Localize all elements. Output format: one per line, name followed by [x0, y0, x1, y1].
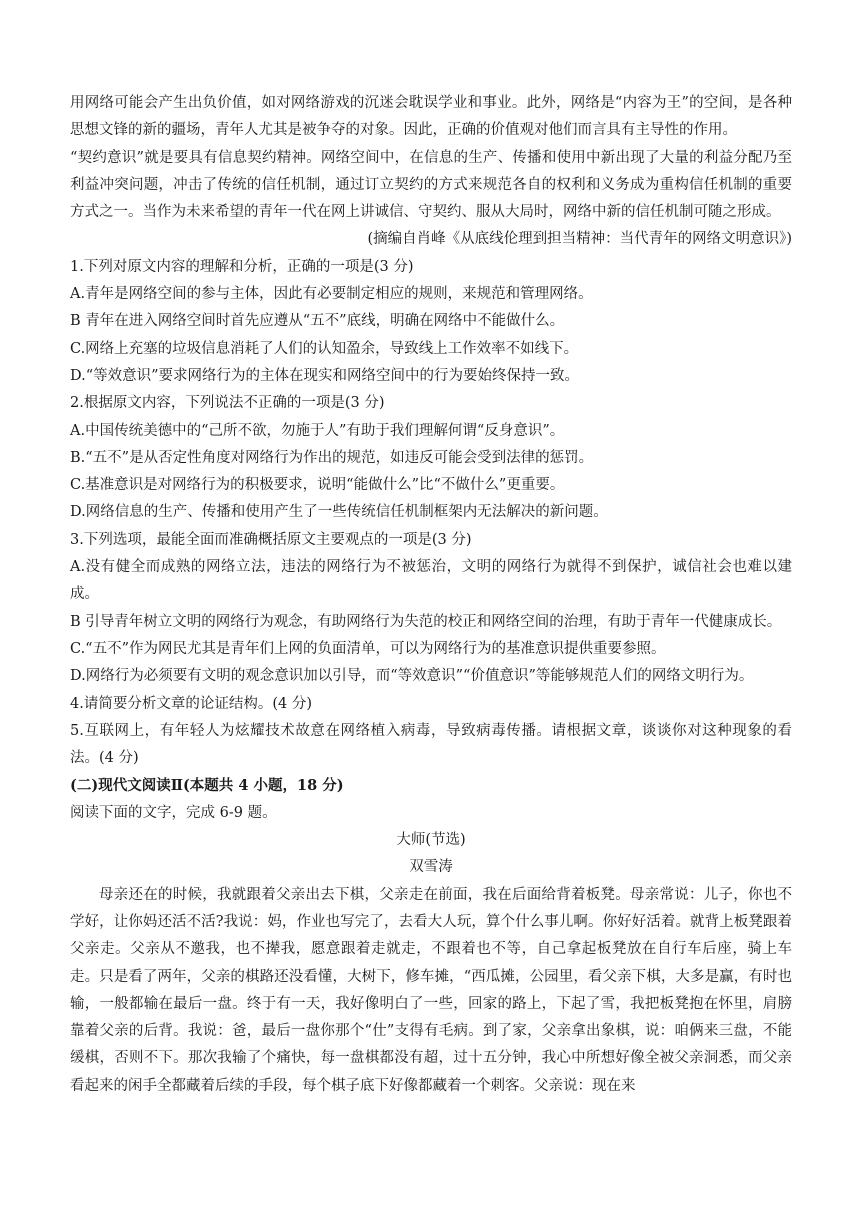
question-option: C.“五不”作为网民尤其是青年们上网的负面清单，可以为网络行为的基准意识提供重要参照。	[70, 640, 666, 657]
question-stem: 1.下列对原文内容的理解和分析，正确的一项是(3 分)	[70, 258, 414, 275]
question-stem: 5.互联网上，有年轻人为炫耀技术故意在网络植入病毒，导致病毒传播。请根据文章，谈谈你对这种现象的看法。(4 分)	[70, 722, 792, 767]
question-option: D.网络行为必须要有文明的观念意识加以引导，而“等效意识”“价值意识”等能够规范人们的网络文明行为。	[70, 668, 754, 685]
question-option: D.“等效意识”要求网络行为的主体在现实和网络空间中的行为要始终保持一致。	[70, 367, 580, 384]
question-option: B 青年在进入网络空间时首先应遵从“五不”底线，明确在网络中不能做什么。	[70, 313, 565, 330]
question-stem: 4.请简要分析文章的论证结构。(4 分)	[70, 695, 312, 712]
story-title: 大师(节选)	[396, 832, 466, 849]
question-option: C.网络上充塞的垃圾信息消耗了人们的认知盈余，导致线上工作效率不如线下。	[70, 340, 579, 357]
passage-paragraph: “契约意识”就是要具有信息契约精神。网络空间中，在信息的生产、传播和使用中新出现了大量的利益分配乃至利益冲突问题，冲击了传统的信任机制，通过订立契约的方式来规范各自的权利和义务成为重构信任机制的重要方式之一。当作为未来希望的青年一代在网上讲诚信、守契约、服从大局时，网络中新的信任机制可随之形成。	[70, 149, 792, 221]
passage-source: (摘编自肖峰《从底线伦理到担当精神：当代青年的网络文明意识》)	[367, 231, 792, 248]
story-paragraph: 母亲还在的时候，我就跟着父亲出去下棋，父亲走在前面，我在后面给背着板凳。母亲常说：儿子，你也不学好，让你妈还活不活?我说：妈，作业也写完了，去看大人玩，算个什么事儿啊。你好好活着。就背上板凳跟着父亲走。父亲从不邀我，也不撵我，愿意跟着走就走，不跟着也不等，自己拿起板凳放在自行车后座，骑上车走。只是看了两年，父亲的棋路还没看懂，大树下，修车摊，“西瓜摊，公园里，看父亲下棋，大多是赢，有时也输，一般都输在最后一盘。终于有一天，我好像明白了一些，回家的路上，下起了雪，我把板凳抱在怀里，肩膀靠着父亲的后背。我说：爸，最后一盘你那个“仕”支得有毛病。到了家，父亲拿出象棋，说：咱俩来三盘，不能缓棋，否则不下。那次我输了个痛快，每一盘棋都没有超，过十五分钟，我心中所想好像全被父亲洞悉，而父亲看起来的闲手全都藏着后续的手段，每个棋子底下好像都藏着一个刺客。父亲说：现在来	[70, 886, 792, 1094]
question-option: B.“五不”是从否定性角度对网络行为作出的规范，如违反可能会受到法律的惩罚。	[70, 449, 594, 466]
question-option: A.中国传统美德中的“己所不欲，勿施于人”有助于我们理解何谓“反身意识”。	[70, 422, 565, 439]
question-stem: 2.根据原文内容，下列说法不正确的一项是(3 分)	[70, 395, 385, 412]
question-stem: 3.下列选项，最能全面而准确概括原文主要观点的一项是(3 分)	[70, 531, 472, 548]
question-list	[70, 254, 792, 773]
question-option: C.基准意识是对网络行为的积极要求，说明“能做什么”比“不做什么”更重要。	[70, 477, 565, 494]
question-option: A.青年是网络空间的参与主体，因此有必要制定相应的规则，来规范和管理网络。	[70, 286, 593, 303]
section-instruction: 阅读下面的文字，完成 6-9 题。	[70, 804, 277, 821]
section-heading: (二)现代文阅读Ⅱ(本题共 4 小题，18 分)	[70, 777, 344, 795]
question-option: A.没有健全而成熟的网络立法，违法的网络行为不被惩治，文明的网络行为就得不到保护，诚信社会也难以建成。	[70, 559, 792, 603]
story-author: 双雪涛	[409, 859, 453, 876]
question-option: B 引导青年树立文明的网络行为观念，有助网络行为失范的校正和网络空间的治理，有助于青年一代健康成长。	[70, 613, 782, 630]
question-option: D.网络信息的生产、传播和使用产生了一些传统信任机制框架内无法解决的新问题。	[70, 504, 608, 521]
passage-paragraph: 用网络可能会产生出负价值，如对网络游戏的沉迷会耽误学业和事业。此外，网络是“内容为王”的空间，是各种思想文锋的新的疆场，青年人尤其是被争夺的对象。因此，正确的价值观对他们而言具有主导性的作用。	[70, 95, 792, 139]
document-page	[70, 90, 792, 1100]
